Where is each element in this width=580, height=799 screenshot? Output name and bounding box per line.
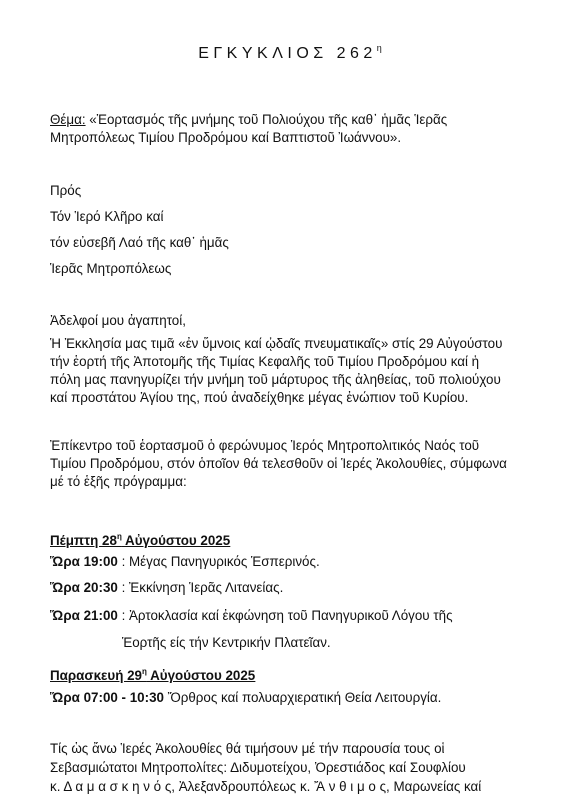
schedule-time: Ὥρα 07:00 - 10:30: [50, 690, 164, 705]
schedule-item: [50, 579, 283, 597]
closing-line-2: Σεβασμιώτατοι Μητροπολίτες: Διδυμοτείχου, Ὀρεστιάδος καί Σουφλίου: [50, 760, 466, 775]
schedule-time: Ὥρα 19:00: [50, 554, 118, 569]
schedule-item: [50, 689, 441, 707]
schedule-item: [50, 553, 320, 571]
closing-line-3: κ. Δ α μ α σ κ η ν ό ς, Ἀλεξανδρουπόλεως κ. Ἄ ν θ ι μ ο ς, Μαρωνείας καί: [50, 779, 482, 794]
body-paragraph-2: Ἐπίκεντρο τοῦ ἑορτασμοῦ ὁ φερώνυμος Ἱερός Μητροπολιτικός Ναός τοῦ Τιμίου Προδρόμου, στόν ὁποῖον θά τελεσθοῦν οἱ Ἱερές Ἀκολουθίες, σύμφωνα μέ τό ἑξῆς πρόγραμμα:: [50, 438, 507, 489]
schedule-desc: Ὄρθρος καί πολυαρχιερατική Θεία Λειτουργία.: [163, 690, 442, 705]
schedule-item: [50, 607, 453, 625]
address-line-1: Πρός: [50, 183, 82, 198]
address-line-2: Τόν Ἱερό Κλῆρο καί: [50, 209, 164, 224]
title-superscript: η: [376, 43, 382, 53]
greeting: Ἀδελφοί μου ἀγαπητοί,: [50, 313, 186, 328]
schedule-day-1: Πέμπτη $28^\eta$ Αὐγούστου 2025: [50, 532, 231, 548]
address-line-4: Ἱερᾶς Μητροπόλεως: [50, 261, 172, 276]
schedule-desc: : Ἐκκίνηση Ἱερᾶς Λιτανείας.: [117, 580, 284, 595]
closing-line-1: Τίς ὡς ἄνω Ἱερές Ἀκολουθίες θά τιμήσουν μέ τήν παρουσία τους οἱ: [50, 741, 445, 756]
body-paragraph-1: Ἡ Ἐκκλησία μας τιμᾶ «ἐν ὕμνοις καί ᾠδαῖς πνευματικαῖς» στίς 29 Αὐγούστου τήν ἑορτή τῆς Ἀποτομῆς τῆς Τιμίας Κεφαλῆς τοῦ Τιμίου Προδρόμου καί ἡ πόλη μας πανηγυρίζει τήν μνήμη τοῦ μάρτυρος τῆς ἀληθείας, τοῦ πολιούχου καί προστάτου Ἁγίου της, πού ἀναδείχθηκε μέγας ἐνώπιον τοῦ Κυρίου.: [50, 336, 503, 405]
schedule-desc: : Μέγας Πανηγυρικός Ἑσπερινός.: [117, 554, 320, 569]
address-line-3: τόν εὐσεβῆ Λαό τῆς καθ᾽ ἡμᾶς: [50, 235, 229, 250]
subject-paragraph: [50, 111, 520, 147]
subject-label: Θέμα:: [50, 112, 86, 127]
schedule-time: Ὥρα 21:00: [50, 608, 118, 623]
document-title: ΕΓΚΥΚΛΙΟΣ $262^\eta$: [198, 43, 382, 62]
schedule-time: Ὥρα 20:30: [50, 580, 118, 595]
schedule-desc: : Ἀρτοκλασία καί ἐκφώνηση τοῦ Πανηγυρικοῦ Λόγου τῆς: [117, 608, 453, 623]
subject-text: «Ἑορτασμός τῆς μνήμης τοῦ Πολιούχου τῆς καθ᾽ ἡμᾶς Ἱερᾶς Μητροπόλεως Τιμίου Προδρόμου καί Βαπτιστοῦ Ἰωάννου».: [50, 112, 448, 145]
schedule-day-2: Παρασκευή $29^\eta$ Αὐγούστου 2025: [50, 667, 256, 683]
schedule-item-continuation: Ἑορτῆς είς τήν Κεντρικήν Πλατεῖαν.: [122, 635, 331, 650]
